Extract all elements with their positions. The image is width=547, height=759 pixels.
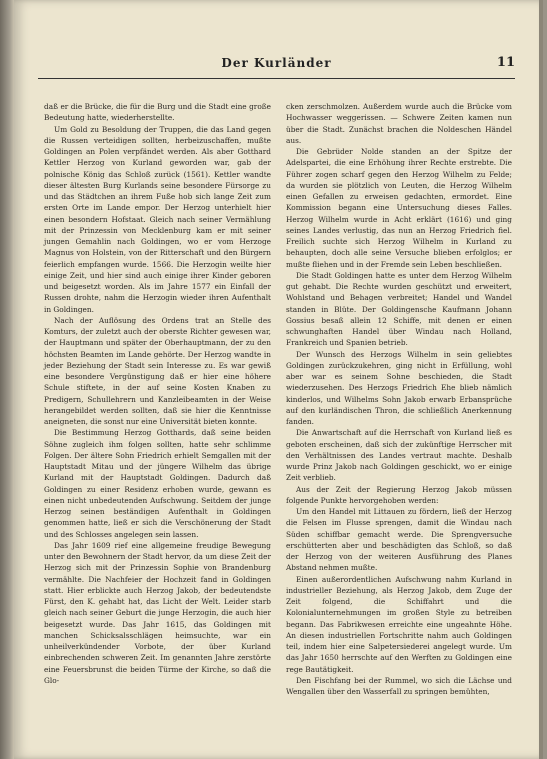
paragraph: cken zerschmolzen. Außerdem wurde auch die Brücke vom Hochwasser weggerissen. — Schwere Zeiten kamen nun über die Stadt. Zunächst brachen die Noldeschen Händel aus. [286, 102, 512, 145]
paragraph: Die Gebrüder Nolde standen an der Spitze der Adelspartei, die eine Erhöhung ihrer Rechte erstrebte. Die Führer zogen scharf gegen den Herzog Wilhelm zu Felde; da wurden sie plötzlich von Leuten, die Herzog Wilhelm einen Gefallen zu erweisen gedachten, ermordet. Eine Kommission begann eine Untersuchung dieses Falles. Herzog Wilhelm wurde in Acht erklärt (1616) und ging seines Landes verlustig, das nun an Herzog Friedrich fiel. Freilich suchte sich Herzog Wilhelm in Kurland zu behaupten, doch alle seine Versuche blieben erfolglos; er mußte fliehen und in der Fremde sein Leben beschließen. [286, 147, 512, 269]
paragraph: Um den Handel mit Littauen zu fördern, ließ der Herzog die Felsen im Flusse sprengen, damit die Windau nach Süden schiffbar gemacht werde. Die Sprengversuche erschütterten aber und beschädigten das Schloß, so daß der Herzog von der weiteren Ausführung des Planes Abstand nehmen mußte. [286, 507, 512, 573]
paragraph: Den Fischfang bei der Rummel, wo sich die Lächse und Wengallen über den Wasserfall zu springen bemühten, [286, 675, 512, 696]
paragraph: Einen außerordentlichen Aufschwung nahm Kurland in industrieller Beziehung, als Herzog Jakob, dem Zuge der Zeit folgend, die Schiffahrt und die Kolonialunternehmungen im großen Style zu betreiben begann. Das Fabrikwesen erreichte eine ungeahnte Höhe. An diesen industriellen Fortschritte nahm auch Goldingen teil, indem hier eine Salpetersiederei angelegt wurde. Um das Jahr 1650 herrschte auf den Werften zu Goldingen eine rege Bautätigkeit. [286, 574, 512, 674]
paragraph: Die Stadt Goldingen hatte es unter dem Herzog Wilhelm gut gehabt. Die Rechte wurden geschützt und erweitert, Wohlstand und Behagen verbreitet; Handel und Wandel standen in Blüte. Der Goldingensche Kaufmann Johann Gossius besaß allein 12 Schiffe, mit denen er einen schwunghaften Handel über Windau nach Holland, Frankreich und Spanien betrieb. [286, 270, 512, 348]
paragraph: Um Gold zu Besoldung der Truppen, die das Land gegen die Russen verteidigen sollten, herbeizuschaffen, mußte Goldingen an Polen verpfändet werden. Als aber Gotthard Kettler Herzog von Kurland geworden war, gab der polnische König das Schloß zurück (1561). Kettler wandte dieser ältesten Burg Kurlands seine besondere Fürsorge zu und das Städtchen an ihrem Fuße hob sich lange Zeit zum ersten Orte im Lande empor. Der Herzog unterhielt hier einen besondern Hofstaat. Gleich nach seiner Vermählung mit der Prinzessin von Mecklenburg kam er mit seiner jungen Gemahlin nach Goldingen, wo er vom Herzoge Magnus von Holstein, von der Ritterschaft und den Bürgern feierlich empfangen wurde. 1566. Die Herzogin weilte hier einige Zeit, und hier sind auch einige ihrer Kinder geboren und beigesetzt worden. Als im Jahre 1577 ein Einfall der Russen drohte, nahm die Herzogin wieder ihren Aufenthalt in Goldingen. [44, 124, 271, 314]
running-title: Der Kurländer [221, 56, 332, 70]
header-rule [38, 78, 515, 79]
text-column-left [44, 101, 271, 686]
page-number: 11 [496, 55, 515, 70]
paragraph: Die Bestimmung Herzog Gotthards, daß seine beiden Söhne zugleich ihm folgen sollten, hatte sehr schlimme Folgen. Der ältere Sohn Friedrich erhielt Semgallen mit der Hauptstadt Mitau und der jüngere Wilhelm das übrige Kurland mit der Hauptstadt Goldingen. Dadurch daß Goldingen zu einer Residenz erhoben wurde, gewann es einen nicht unbedeutenden Aufschwung. Seitdem der junge Herzog seinen beständigen Aufenthalt in Goldingen genommen hatte, ließ er sich die Verschönerung der Stadt und des Schlosses angelegen sein lassen. [44, 428, 271, 539]
running-header [38, 56, 515, 78]
paragraph: Nach der Auflösung des Ordens trat an Stelle des Komturs, der zuletzt auch der oberste Richter gewesen war, der Hauptmann und später der Oberhauptmann, der zu den höchsten Beamten im Lande gehörte. Der Herzog wandte in jeder Beziehung der Stadt sein Interesse zu. Es war gewiß eine besondere Vergünstigung daß er hier eine höhere Schule stiftete, in der auf seine Kosten Knaben zu Predigern, Schullehrern und Kanzleibeamten in der Weise herangebildet werden sollten, daß sie hier die Kenntnisse aneigneten, die sonst nur eine Universität bieten konnte. [44, 315, 271, 426]
paragraph: Das Jahr 1609 rief eine allgemeine freudige Bewegung unter den Bewohnern der Stadt hervor, da um diese Zeit der Herzog sich mit der Prinzessin Sophie von Brandenburg vermählte. Die Nachfeier der Hochzeit fand in Goldingen statt. Hier erblickte auch Herzog Jakob, der bedeutendste Fürst, den K. gehabt hat, das Licht der Welt. Leider starb gleich nach seiner Geburt die junge Herzogin, die auch hier beigesetzt wurde. Das Jahr 1615, das Goldingen mit manchen Schicksalsschlägen heimsuchte, war ein unheilverkündender Vorbote, der über Kurland einbrechenden schweren Zeit. Im genannten Jahre zerstörte eine Feuersbrunst die beiden Türme der Kirche, so daß die Glo- [44, 540, 271, 685]
paragraph: daß er die Brücke, die für die Burg und die Stadt eine große Bedeutung hatte, wiederherstellte. [44, 102, 271, 123]
page-edge [539, 0, 543, 759]
paragraph: Der Wunsch des Herzogs Wilhelm in sein geliebtes Goldingen zurückzukehren, ging nicht in Erfüllung, wohl aber war es seinem Sohne beschieden, die Stadt wiederzusehen. Des Herzogs Friedrich Ehe blieb nämlich kinderlos, und Wilhelms Sohn Jakob erwarb Erbansprüche auf den kurländischen Thron, die schließlich Anerkennung fanden. [286, 349, 512, 426]
text-column-right [286, 101, 512, 697]
paragraph: Aus der Zeit der Regierung Herzog Jakob müssen folgende Punkte hervorgehoben werden: [286, 484, 512, 505]
book-binding-gutter [0, 0, 14, 759]
paragraph: Die Anwartschaft auf die Herrschaft von Kurland ließ es geboten erscheinen, daß sich der zukünftige Herrscher mit den Verhältnissen des Landes vertraut machte. Deshalb wurde Prinz Jakob nach Goldingen geschickt, wo er einige Zeit verblieb. [286, 428, 512, 483]
